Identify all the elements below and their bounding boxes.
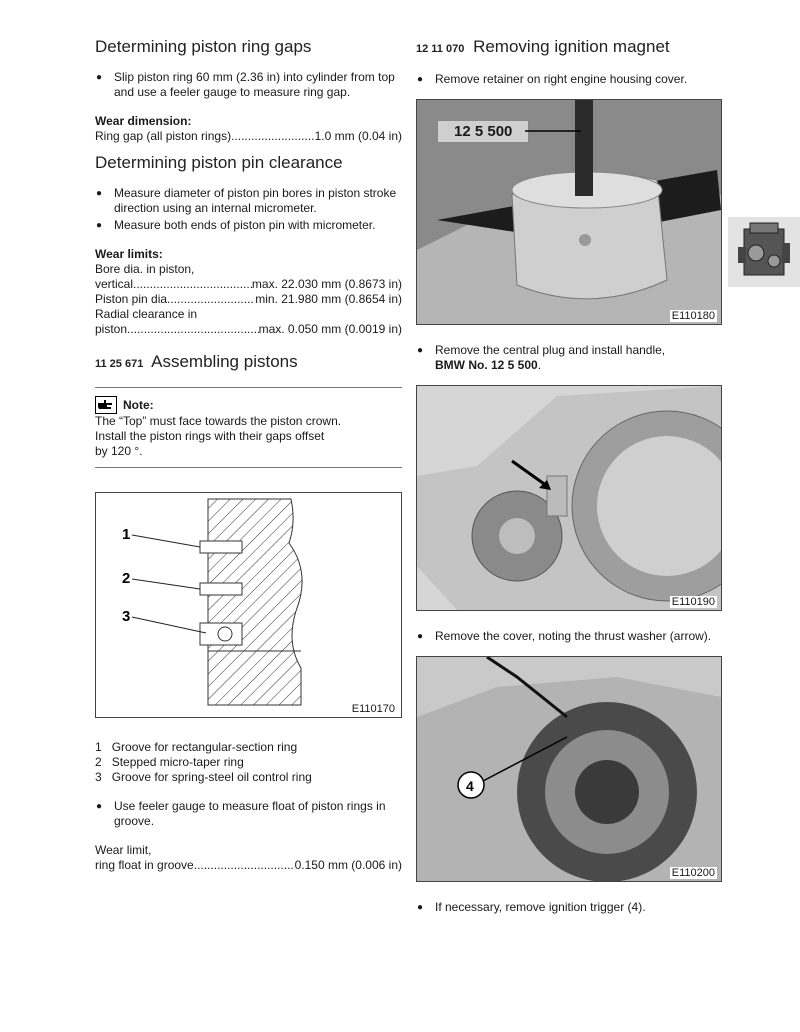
gear-photo [417, 386, 721, 610]
tool-label: 12 5 500 [437, 120, 529, 143]
vertical-value: max. 22.030 mm (0.8673 in) [251, 277, 402, 291]
callout-4: 4 [466, 778, 474, 794]
magnet-code: 12 11 070 [416, 43, 465, 55]
pin-dia-label: Piston pin dia. [95, 292, 171, 306]
section-side-tab [728, 217, 800, 287]
legend-item-1: 1 Groove for rectangular-section ring [95, 740, 298, 754]
pin-dia-spec [95, 292, 402, 307]
heading-ring-gaps: Determining piston ring gaps [95, 37, 312, 56]
float-spec [95, 858, 402, 873]
pin-instruction-2: ● Measure both ends of piston pin with micrometer. [95, 218, 402, 233]
heading-pin-clearance: Determining piston pin clearance [95, 153, 343, 172]
ring-gap-spec [95, 129, 402, 144]
wear-dimension-label: Wear dimension: [95, 114, 192, 128]
callout-3: 3 [122, 608, 131, 625]
wear-limit-label: Wear limit, [95, 843, 152, 857]
engine-icon [728, 217, 800, 287]
piston-section-drawing [96, 493, 401, 717]
assembling-code: 11 25 671 [95, 358, 144, 370]
vertical-label: vertical [95, 277, 134, 291]
piston-value: max. 0.050 mm (0.0019 in) [258, 322, 402, 336]
piston-label: piston [95, 322, 128, 336]
note-hand-icon [95, 396, 117, 414]
legend-item-2: 2 Stepped micro-taper ring [95, 755, 244, 769]
ring-gap-label: Ring gap (all piston rings) [95, 129, 232, 143]
heading-assembling [95, 351, 402, 375]
ring-gap-value: 1.0 mm (0.04 in) [314, 129, 402, 143]
left-column [95, 36, 402, 873]
vertical-spec [95, 277, 402, 292]
fig3-code: E110200 [671, 867, 715, 879]
figure-code: E110170 [351, 703, 395, 715]
bore-label: Bore dia. in piston, [95, 262, 195, 276]
legend-item-3: 3 Groove for spring-steel oil control ring [95, 770, 312, 784]
piston-ring-figure [95, 492, 402, 718]
plug-instruction: ● Remove the central plug and install handle, BMW No. 12 5 500. [416, 343, 722, 373]
piston-spec [95, 322, 402, 337]
right-column [416, 36, 722, 917]
note-text-2: Install the piston rings with their gaps offset [95, 429, 325, 443]
float-value: 0.150 mm (0.006 in) [294, 858, 402, 872]
photo-gear-figure [416, 385, 722, 611]
float-label: ring float in groove [95, 858, 194, 872]
tool-leader-line [525, 128, 581, 134]
callout-1: 1 [122, 526, 131, 543]
note-heading [95, 396, 402, 414]
note-label: Note: [123, 398, 154, 412]
stator-photo [417, 657, 721, 881]
pin-instruction-1: ● Measure diameter of piston pin bores in piston stroke direction using an internal micrometer. [95, 186, 402, 216]
pin-dia-value: min. 21.980 mm (0.8654 in) [255, 292, 402, 306]
trigger-instruction: ● If necessary, remove ignition trigger (4). [416, 900, 722, 915]
heading-magnet [416, 36, 722, 60]
ring-gaps-instruction: ● Slip piston ring 60 mm (2.36 in) into cylinder from top and use a feeler gauge to measure ring gap. [95, 70, 402, 100]
magnet-title: Removing ignition magnet [473, 37, 670, 56]
radial-label: Radial clearance in [95, 307, 198, 321]
legend [95, 740, 402, 785]
fig1-code: E110180 [671, 310, 715, 322]
fig2-code: E110190 [671, 596, 715, 608]
float-instruction: ● Use feeler gauge to measure float of piston rings in groove. [95, 799, 402, 829]
cover-instruction: ● Remove the cover, noting the thrust washer (arrow). [416, 629, 722, 644]
callout-2: 2 [122, 570, 131, 587]
assembling-title: Assembling pistons [151, 352, 298, 371]
wear-limits-label: Wear limits: [95, 247, 163, 261]
note-box [95, 387, 402, 468]
note-text-1: The “Top” must face towards the piston crown. [95, 414, 342, 428]
photo-handle-figure [416, 99, 722, 325]
note-text-3: by 120 °. [95, 444, 143, 458]
retainer-instruction: ● Remove retainer on right engine housing cover. [416, 72, 722, 87]
photo-stator-figure [416, 656, 722, 882]
